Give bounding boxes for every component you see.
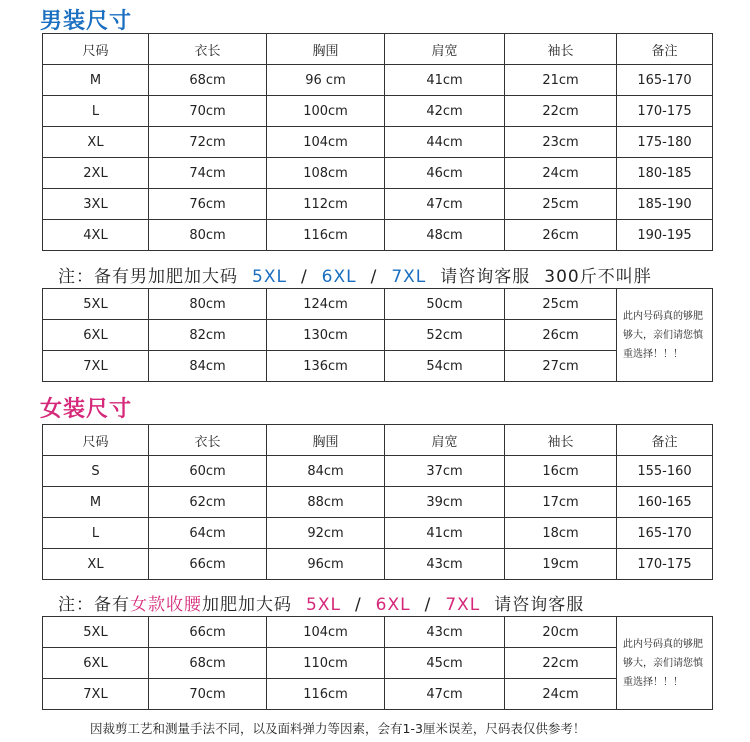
table-row — [43, 289, 713, 320]
cell-size: 5XL — [43, 617, 149, 648]
cell-chest: 88cm — [267, 487, 385, 518]
cell-shoulder: 37cm — [385, 456, 505, 487]
table-row — [43, 158, 713, 189]
cell-length: 66cm — [149, 617, 267, 648]
cell-length: 60cm — [149, 456, 267, 487]
cell-size: S — [43, 456, 149, 487]
women-notice-size-7xl: 7XL — [445, 595, 481, 615]
cell-size: 5XL — [43, 289, 149, 320]
cell-sleeve: 22cm — [505, 96, 617, 127]
men-notice-suffix: 请咨询客服 — [440, 267, 531, 287]
cell-note: 170-175 — [617, 549, 713, 580]
men-plus-size-notice — [58, 262, 652, 287]
table-row — [43, 648, 713, 679]
cell-sleeve: 24cm — [505, 158, 617, 189]
cell-length: 82cm — [149, 320, 267, 351]
cell-length: 72cm — [149, 127, 267, 158]
women-plus-size-notice — [58, 590, 584, 615]
table-row — [43, 617, 713, 648]
cell-note: 180-185 — [617, 158, 713, 189]
table-row — [43, 127, 713, 158]
cell-shoulder: 47cm — [385, 679, 505, 710]
header-length: 衣长 — [149, 425, 267, 456]
men-notice-extra: 300斤不叫胖 — [544, 267, 652, 287]
cell-size: 6XL — [43, 320, 149, 351]
cell-sleeve: 27cm — [505, 351, 617, 382]
cell-sleeve: 26cm — [505, 320, 617, 351]
cell-size: L — [43, 96, 149, 127]
cell-chest: 108cm — [267, 158, 385, 189]
header-chest: 胸围 — [267, 425, 385, 456]
cell-size: XL — [43, 127, 149, 158]
women-plus-size-table — [42, 616, 713, 710]
women-notice-sep-1: / — [354, 595, 362, 615]
plus-size-warning-note: 此内号码真的够肥够大，亲们请您慎重选择！！！ — [617, 617, 713, 710]
cell-shoulder: 47cm — [385, 189, 505, 220]
cell-note: 165-170 — [617, 65, 713, 96]
cell-length: 76cm — [149, 189, 267, 220]
cell-length: 62cm — [149, 487, 267, 518]
cell-sleeve: 16cm — [505, 456, 617, 487]
table-row — [43, 487, 713, 518]
women-notice-sep-2: / — [424, 595, 432, 615]
cell-shoulder: 54cm — [385, 351, 505, 382]
women-size-table — [42, 424, 713, 580]
header-shoulder: 肩宽 — [385, 34, 505, 65]
cell-size: 7XL — [43, 351, 149, 382]
cell-length: 84cm — [149, 351, 267, 382]
cell-chest: 112cm — [267, 189, 385, 220]
cell-sleeve: 25cm — [505, 289, 617, 320]
cell-sleeve: 17cm — [505, 487, 617, 518]
cell-sleeve: 21cm — [505, 65, 617, 96]
cell-sleeve: 19cm — [505, 549, 617, 580]
cell-chest: 116cm — [267, 220, 385, 251]
cell-length: 74cm — [149, 158, 267, 189]
cell-size: XL — [43, 549, 149, 580]
plus-size-warning-note: 此内号码真的够肥够大，亲们请您慎重选择！！！ — [617, 289, 713, 382]
cell-sleeve: 26cm — [505, 220, 617, 251]
cell-chest: 96 cm — [267, 65, 385, 96]
header-note: 备注 — [617, 425, 713, 456]
cell-note: 190-195 — [617, 220, 713, 251]
cell-length: 66cm — [149, 549, 267, 580]
table-row — [43, 96, 713, 127]
table-row — [43, 189, 713, 220]
men-notice-prefix: 注：备有男加肥加大码 — [58, 267, 238, 287]
cell-shoulder: 48cm — [385, 220, 505, 251]
women-notice-size-5xl: 5XL — [306, 595, 341, 615]
cell-note: 170-175 — [617, 96, 713, 127]
cell-chest: 84cm — [267, 456, 385, 487]
men-size-table — [42, 33, 713, 251]
cell-length: 68cm — [149, 65, 267, 96]
women-notice-prefix: 注：备有 — [58, 595, 130, 615]
cell-chest: 136cm — [267, 351, 385, 382]
cell-chest: 104cm — [267, 617, 385, 648]
men-notice-sep-2: / — [370, 267, 378, 287]
cell-size: 3XL — [43, 189, 149, 220]
table-row — [43, 456, 713, 487]
women-notice-suffix: 请咨询客服 — [494, 595, 585, 615]
men-notice-size-7xl: 7XL — [391, 267, 427, 287]
cell-length: 70cm — [149, 96, 267, 127]
table-row — [43, 220, 713, 251]
cell-sleeve: 23cm — [505, 127, 617, 158]
table-row — [43, 518, 713, 549]
header-sleeve: 袖长 — [505, 425, 617, 456]
cell-size: 6XL — [43, 648, 149, 679]
cell-shoulder: 41cm — [385, 518, 505, 549]
header-size: 尺码 — [43, 34, 149, 65]
cell-size: L — [43, 518, 149, 549]
cell-sleeve: 22cm — [505, 648, 617, 679]
cell-chest: 92cm — [267, 518, 385, 549]
header-length: 衣长 — [149, 34, 267, 65]
cell-size: M — [43, 487, 149, 518]
header-note: 备注 — [617, 34, 713, 65]
cell-sleeve: 24cm — [505, 679, 617, 710]
men-notice-size-5xl: 5XL — [252, 267, 287, 287]
men-notice-size-6xl: 6XL — [321, 267, 357, 287]
cell-shoulder: 41cm — [385, 65, 505, 96]
table-header-row — [43, 34, 713, 65]
cell-shoulder: 42cm — [385, 96, 505, 127]
table-row — [43, 351, 713, 382]
cell-length: 80cm — [149, 220, 267, 251]
cell-length: 80cm — [149, 289, 267, 320]
cell-note: 165-170 — [617, 518, 713, 549]
cell-size: 7XL — [43, 679, 149, 710]
women-size-title: 女装尺寸 — [40, 397, 133, 422]
women-notice-middle: 加肥加大码 — [202, 595, 292, 615]
table-row — [43, 679, 713, 710]
cell-chest: 110cm — [267, 648, 385, 679]
table-row — [43, 549, 713, 580]
cell-size: M — [43, 65, 149, 96]
cell-size: 4XL — [43, 220, 149, 251]
cell-chest: 130cm — [267, 320, 385, 351]
cell-chest: 100cm — [267, 96, 385, 127]
cell-shoulder: 43cm — [385, 549, 505, 580]
cell-note: 175-180 — [617, 127, 713, 158]
cell-shoulder: 45cm — [385, 648, 505, 679]
cell-note: 155-160 — [617, 456, 713, 487]
cell-sleeve: 18cm — [505, 518, 617, 549]
cell-chest: 96cm — [267, 549, 385, 580]
cell-sleeve: 20cm — [505, 617, 617, 648]
cell-chest: 124cm — [267, 289, 385, 320]
cell-length: 70cm — [149, 679, 267, 710]
women-notice-highlight: 女款收腰 — [130, 595, 202, 615]
cell-shoulder: 52cm — [385, 320, 505, 351]
cell-note: 185-190 — [617, 189, 713, 220]
men-size-title: 男装尺寸 — [40, 9, 133, 34]
cell-length: 68cm — [149, 648, 267, 679]
cell-chest: 116cm — [267, 679, 385, 710]
cell-size: 2XL — [43, 158, 149, 189]
table-row — [43, 65, 713, 96]
header-chest: 胸围 — [267, 34, 385, 65]
cell-shoulder: 44cm — [385, 127, 505, 158]
header-size: 尺码 — [43, 425, 149, 456]
men-notice-sep-1: / — [300, 267, 308, 287]
cell-length: 64cm — [149, 518, 267, 549]
table-header-row — [43, 425, 713, 456]
header-sleeve: 袖长 — [505, 34, 617, 65]
size-disclaimer: 因裁剪工艺和测量手法不同，以及面料弹力等因素，会有1-3厘米误差，尺码表仅供参考！ — [90, 721, 586, 736]
cell-note: 160-165 — [617, 487, 713, 518]
women-notice-size-6xl: 6XL — [375, 595, 411, 615]
cell-sleeve: 25cm — [505, 189, 617, 220]
cell-chest: 104cm — [267, 127, 385, 158]
cell-shoulder: 43cm — [385, 617, 505, 648]
table-row — [43, 320, 713, 351]
cell-shoulder: 50cm — [385, 289, 505, 320]
header-shoulder: 肩宽 — [385, 425, 505, 456]
cell-shoulder: 39cm — [385, 487, 505, 518]
men-plus-size-table — [42, 288, 713, 382]
cell-shoulder: 46cm — [385, 158, 505, 189]
